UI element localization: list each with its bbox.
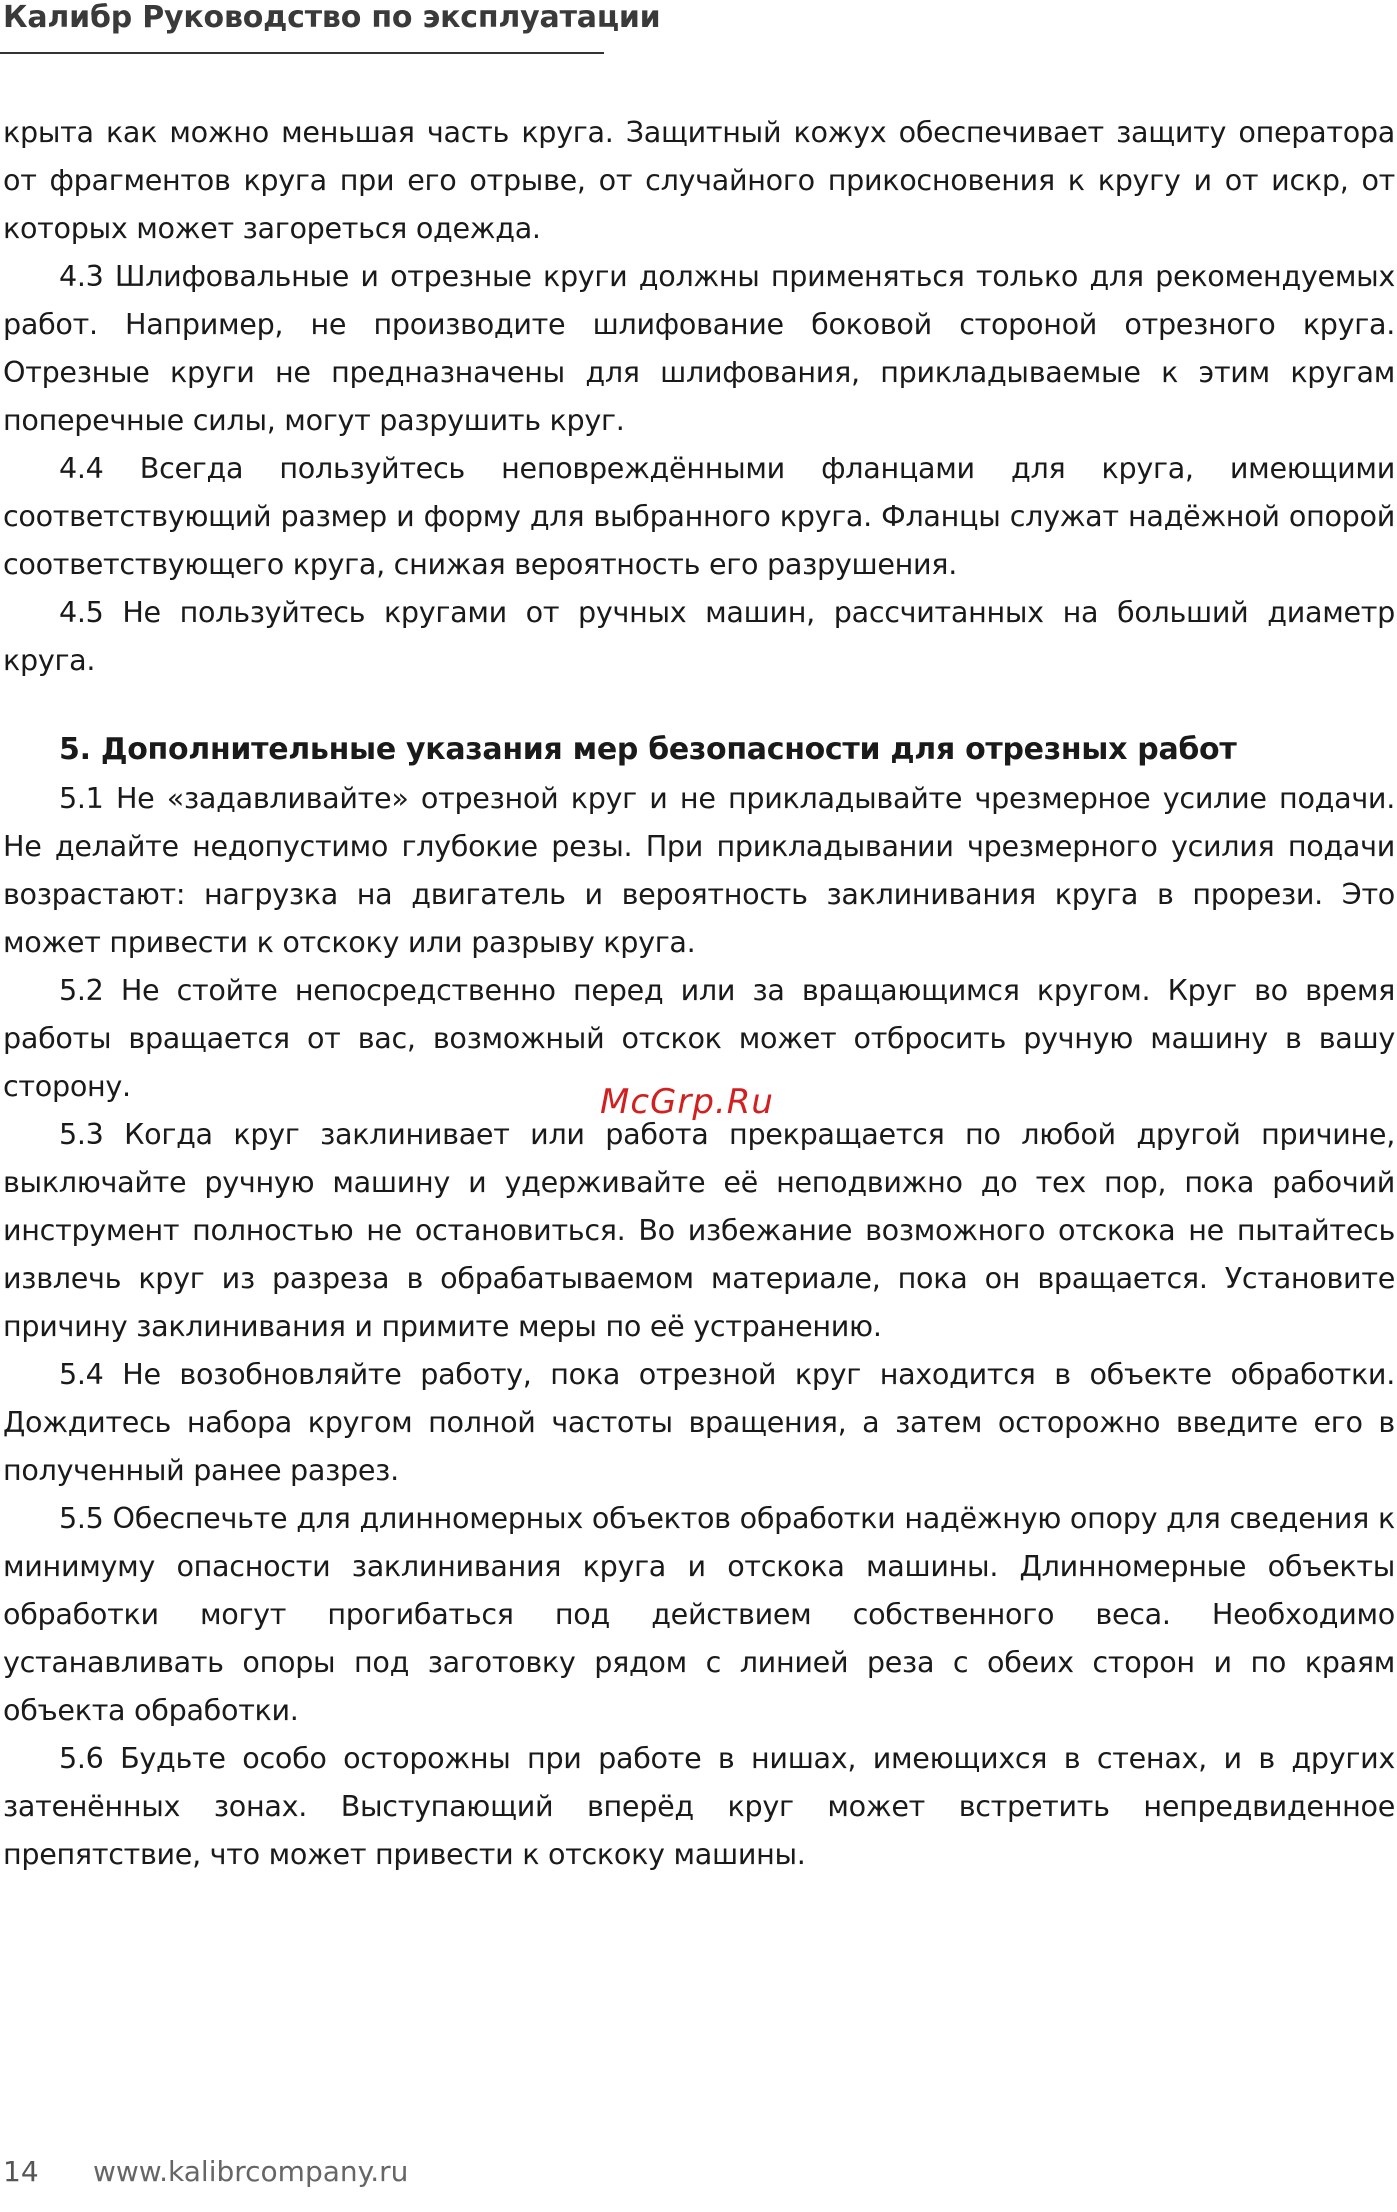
page-footer: [3, 2155, 408, 2188]
paragraph-4-3: 4.3 Шлифовальные и отрезные круги должны применяться только для рекомендуемых работ. Например, не производите шлифование боковой стороной отрезного круга. Отрезные круги не предназначены для шлифования, прикладываемые к этим кругам поперечные силы, могут разрушить круг.: [3, 259, 1395, 437]
paragraph-4-4: 4.4 Всегда пользуйтесь неповреждёнными фланцами для круга, имеющими соответствующий размер и форму для выбранного круга. Фланцы служат надёжной опорой соответствующего круга, снижая вероятность его разрушения.: [3, 451, 1395, 581]
watermark: McGrp.Ru: [600, 1082, 774, 1122]
page-content: [3, 108, 1395, 1878]
paragraph-5-6: 5.6 Будьте особо осторожны при работе в нишах, имеющихся в стенах, и в других затенённых зонах. Выступающий вперёд круг может встретить непредвиденное препятствие, что может привести к отскоку машины.: [3, 1741, 1395, 1871]
paragraph-4-5: 4.5 Не пользуйтесь кругами от ручных машин, рассчитанных на больший диаметр круга.: [3, 595, 1395, 677]
page-header: [0, 0, 661, 54]
paragraph-5-2: 5.2 Не стойте непосредственно перед или за вращающимся кругом. Круг во время работы вращается от вас, возможный отскок может отбросить ручную машину в вашу сторону.: [3, 973, 1395, 1103]
paragraph-5-3: 5.3 Когда круг заклинивает или работа прекращается по любой другой причине, выключайте ручную машину и удерживайте её неподвижно до тех пор, пока рабочий инструмент полностью не остановиться. Во избежание возможного отскока не пытайтесь извлечь круг из разреза в обрабатываемом материале, пока он вращается. Установите причину заклинивания и примите меры по её устранению.: [3, 1117, 1395, 1343]
paragraph-5-5: 5.5 Обеспечьте для длинномерных объектов обработки надёжную опору для сведения к минимуму опасности заклинивания круга и отскока машины. Длинномерные объекты обработки могут прогибаться под действием собственного веса. Необходимо устанавливать опоры под заготовку рядом с линией реза с обеих сторон и по краям объекта обработки.: [3, 1501, 1395, 1727]
document-title: Калибр Руководство по эксплуатации: [3, 0, 661, 35]
paragraph-continuation: крыта как можно меньшая часть круга. Защитный кожух обеспечивает защиту оператора от фрагментов круга при его отрыве, от случайного прикосновения к кругу и от искр, от которых может загореться одежда.: [3, 115, 1395, 245]
paragraph-5-1: 5.1 Не «задавливайте» отрезной круг и не прикладывайте чрезмерное усилие подачи. Не делайте недопустимо глубокие резы. При прикладывании чрезмерного усилия подачи возрастают: нагрузка на двигатель и вероятность заклинивания круга в прорези. Это может привести к отскоку или разрыву круга.: [3, 781, 1395, 959]
section-heading-5: 5. Дополнительные указания мер безопасности для отрезных работ: [59, 732, 1237, 767]
website-link[interactable]: www.kalibrcompany.ru: [93, 2155, 409, 2188]
paragraph-5-4: 5.4 Не возобновляйте работу, пока отрезной круг находится в объекте обработки. Дождитесь набора кругом полной частоты вращения, а затем осторожно введите его в полученный ранее разрез.: [3, 1357, 1395, 1487]
page-number: 14: [3, 2155, 39, 2188]
